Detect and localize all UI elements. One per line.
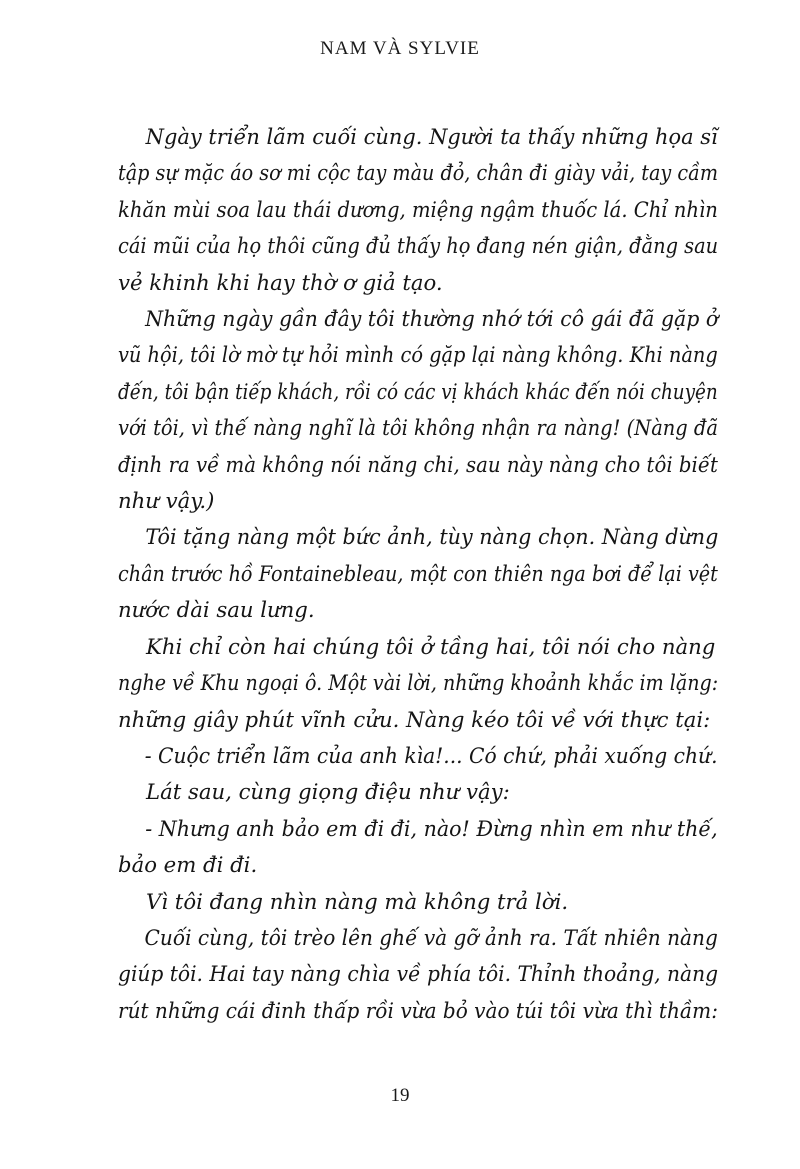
text-line: - Cuộc triển lãm của anh kìa!... Có chứ, phải xuống chứ.	[144, 742, 718, 768]
text-line: Vì tôi đang nhìn nàng mà không trả lời.	[146, 888, 569, 914]
text-line: đến, tôi bận tiếp khách, rồi có các vị khách khác đến nói chuyện	[118, 378, 718, 404]
text-line: giúp tôi. Hai tay nàng chìa về phía tôi. Thỉnh thoảng, nàng	[118, 961, 719, 987]
text-line: tập sự mặc áo sơ mi cộc tay màu đỏ, chân đi giày vải, tay cầm	[118, 160, 719, 186]
text-line: Cuối cùng, tôi trèo lên ghế và gỡ ảnh ra. Tất nhiên nàng	[144, 924, 718, 950]
text-line: vẻ khinh khi hay thờ ơ giả tạo.	[118, 269, 443, 295]
text-line: chân trước hồ Fontainebleau, một con thiên nga bơi để lại vệt	[118, 560, 718, 586]
text-line: Khi chỉ còn hai chúng tôi ở tầng hai, tôi nói cho nàng	[146, 633, 716, 659]
text-line: vũ hội, tôi lờ mờ tự hỏi mình có gặp lại nàng không. Khi nàng	[118, 342, 718, 368]
text-line: nước dài sau lưng.	[118, 597, 315, 623]
text-line: rút những cái đinh thấp rồi vừa bỏ vào túi tôi vừa thì thầm:	[118, 997, 718, 1023]
text-line: Những ngày gần đây tôi thường nhớ tới cô gái đã gặp ở	[145, 306, 719, 332]
text-line: định ra về mà không nói năng chi, sau này nàng cho tôi biết	[118, 451, 718, 477]
text-line: bảo em đi đi.	[118, 852, 258, 878]
text-line: những giây phút vĩnh cửu. Nàng kéo tôi về với thực tại:	[118, 706, 711, 732]
text-line: khăn mùi soa lau thái dương, miệng ngậm thuốc lá. Chỉ nhìn	[118, 196, 718, 222]
text-line: như vậy.)	[118, 488, 215, 514]
running-head-title: NAM VÀ SYLVIE	[320, 38, 480, 59]
text-line: Ngày triển lãm cuối cùng. Người ta thấy những họa sĩ	[145, 124, 718, 149]
text-line: - Nhưng anh bảo em đi đi, nào! Đừng nhìn em như thế,	[145, 815, 718, 841]
page-number: 19	[390, 1085, 410, 1106]
text-line: với tôi, vì thế nàng nghĩ là tôi không nhận ra nàng! (Nàng đã	[118, 415, 718, 441]
text-line: nghe về Khu ngoại ô. Một vài lời, những khoảnh khắc im lặng:	[118, 670, 719, 696]
text-line: Lát sau, cùng giọng điệu như vậy:	[146, 779, 510, 805]
page-body-text	[118, 119, 718, 1029]
text-line: cái mũi của họ thôi cũng đủ thấy họ đang nén giận, đằng sau	[118, 233, 719, 259]
text-line: Tôi tặng nàng một bức ảnh, tùy nàng chọn. Nàng dừng	[145, 524, 719, 550]
